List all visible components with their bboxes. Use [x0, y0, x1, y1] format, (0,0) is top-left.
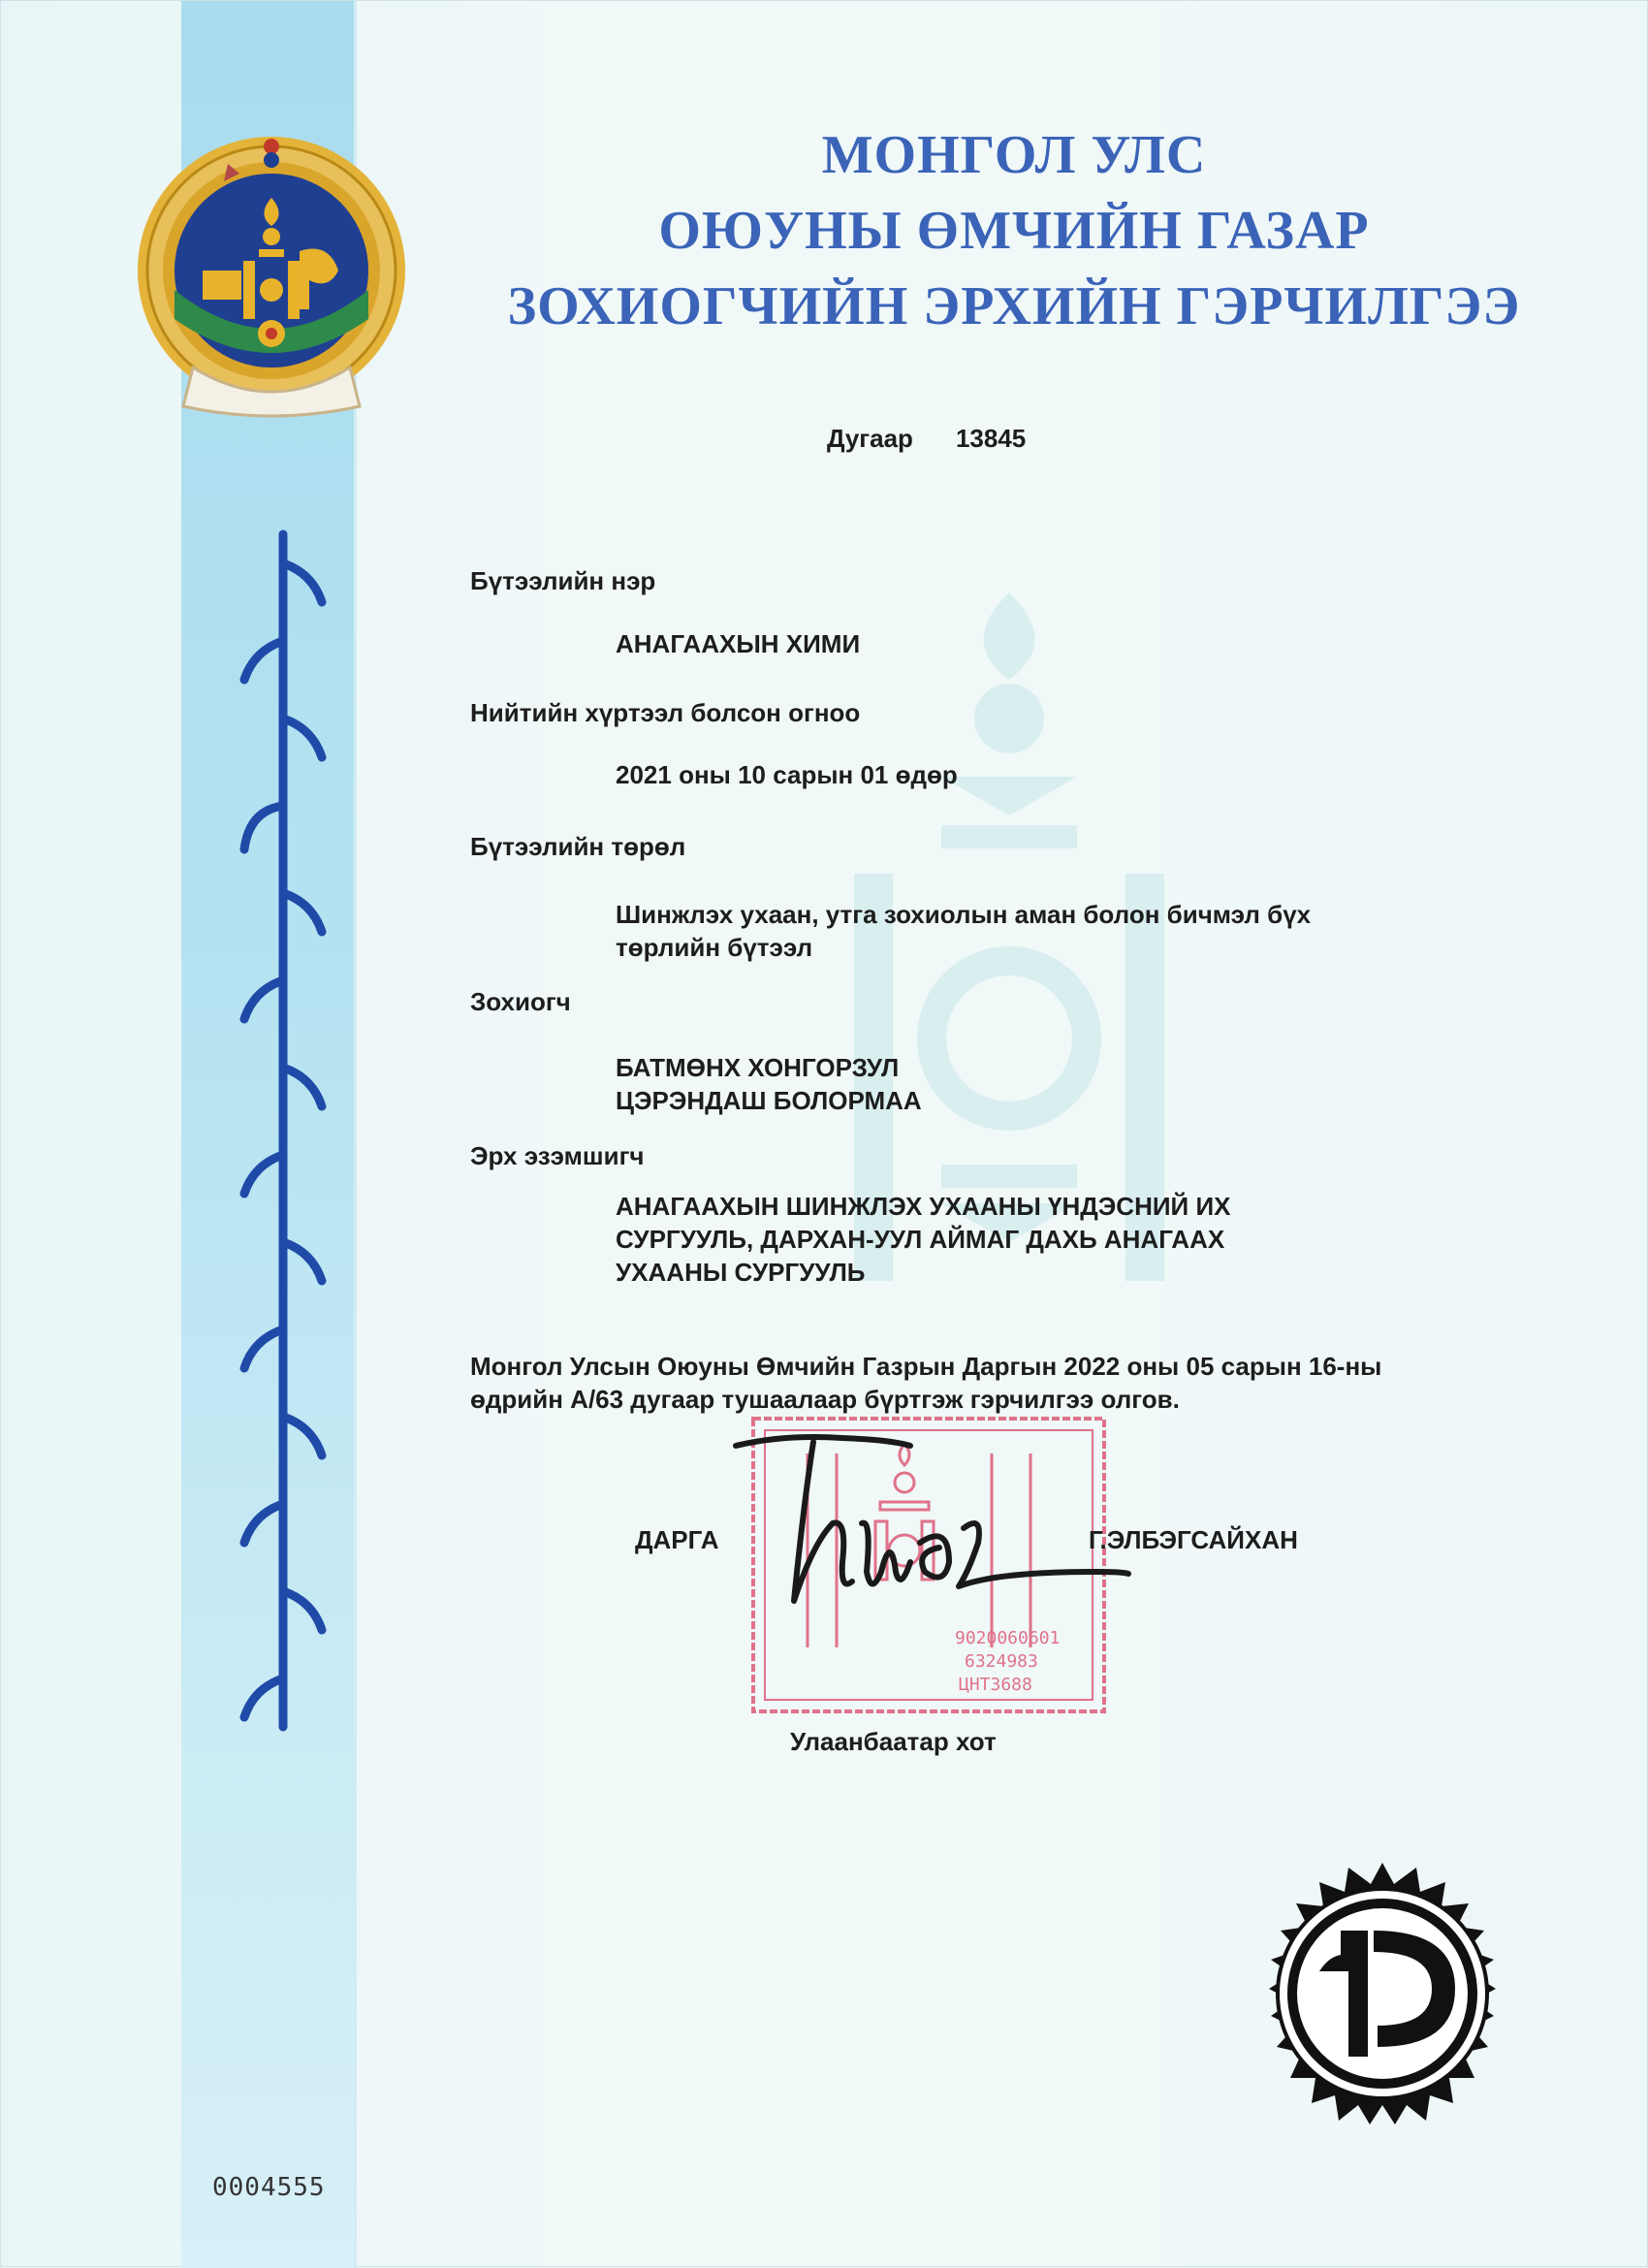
certificate-number — [827, 424, 1026, 454]
stamp-code-2: 6324983 — [965, 1651, 1038, 1672]
work-name-text: АНАГААХЫН ХИМИ — [616, 629, 861, 658]
holder-line: АНАГААХЫН ШИНЖЛЭХ УХААНЫ ҮНДЭСНИЙ ИХ — [616, 1192, 1231, 1221]
issuance-statement — [470, 1350, 1381, 1416]
number-label: Дугаар — [827, 424, 913, 453]
title-certificate: ЗОХИОГЧИЙН ЭРХИЙН ГЭРЧИЛГЭЭ — [507, 276, 1521, 336]
number-value: 13845 — [955, 424, 1027, 453]
work-type-label: Бүтээлийн төрөл — [470, 832, 686, 861]
title-agency: ОЮУНЫ ӨМЧИЙН ГАЗАР — [658, 201, 1370, 261]
work-type-value — [616, 898, 1311, 964]
work-name-label: Бүтээлийн нэр — [470, 566, 656, 595]
authors-value — [616, 1051, 922, 1117]
published-text: 2021 оны 10 сарын 01 өдөр — [616, 760, 958, 789]
author-name: БАТМӨНХ ХОНГОРЗУЛ — [616, 1053, 900, 1082]
signatory-name: Г.ЭЛБЭГСАЙХАН — [1089, 1525, 1298, 1554]
stamp-code-3: ЦНТ3688 — [959, 1675, 1032, 1695]
handwritten-signature-icon — [726, 1426, 1143, 1630]
holder-value — [616, 1190, 1231, 1289]
signatory-title: ДАРГА — [635, 1525, 719, 1554]
holder-label: Эрх эзэмшигч — [470, 1141, 645, 1170]
issue-city: Улаанбаатар хот — [790, 1727, 997, 1756]
mongolian-script-decoration-icon — [230, 525, 336, 1737]
work-name-value — [616, 627, 860, 660]
ip-office-seal-icon — [1252, 1863, 1513, 2124]
published-value — [616, 758, 958, 791]
author-name: ЦЭРЭНДАШ БОЛОРМАА — [616, 1086, 922, 1115]
work-type-line: Шинжлэх ухаан, утга зохиолын аман болон бичмэл бүх — [616, 900, 1312, 929]
soyombo-state-emblem-icon — [135, 125, 408, 422]
holder-line: СУРГУУЛЬ, ДАРХАН-УУЛ АЙМАГ ДАХЬ АНАГААХ — [616, 1225, 1225, 1254]
stamp-code-1: 9020060601 — [955, 1628, 1061, 1648]
published-label: Нийтийн хүртээл болсон огноо — [470, 698, 861, 727]
authors-label: Зохиогч — [470, 987, 571, 1016]
serial-number: 0004555 — [212, 2173, 326, 2202]
holder-line: УХААНЫ СУРГУУЛЬ — [616, 1258, 866, 1287]
statement-line: өдрийн А/63 дугаар тушаалаар бүртгэж гэрчилгээ олгов. — [470, 1385, 1180, 1414]
work-type-line: төрлийн бүтээл — [616, 933, 813, 962]
certificate-title-block — [466, 117, 1562, 344]
statement-line: Монгол Улсын Оюуны Өмчийн Газрын Даргын 2022 оны 05 сарын 16-ны — [470, 1352, 1382, 1381]
title-country: МОНГОЛ УЛС — [821, 125, 1207, 185]
